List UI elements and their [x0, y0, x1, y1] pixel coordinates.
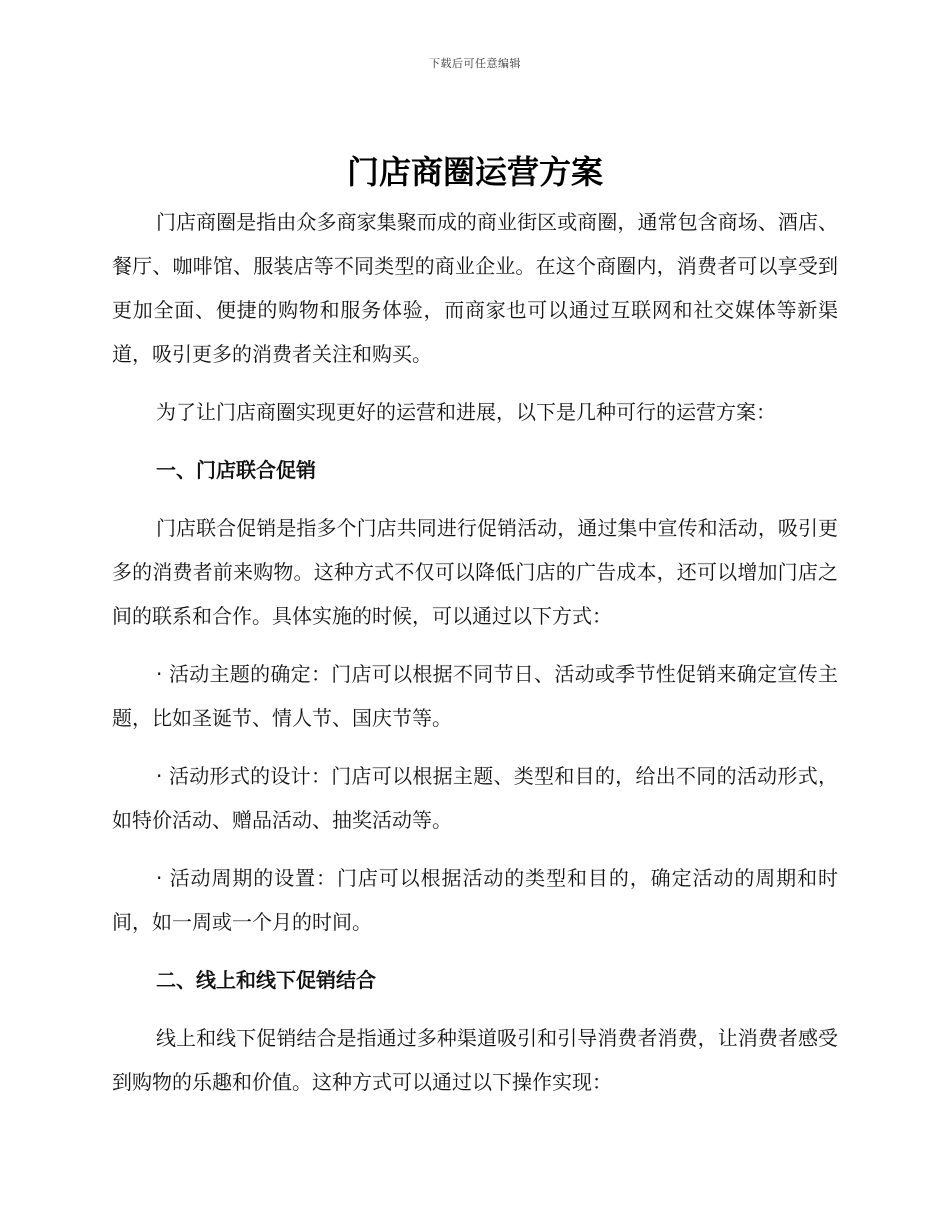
plan-intro-paragraph: 为了让门店商圈实现更好的运营和进展，以下是几种可行的运营方案： [156, 400, 776, 424]
online-offline-paragraph: 线上和线下促销结合是指通过多种渠道吸引和引导消费者消费，让消费者感受到购物的乐趣和价值。这种方式可以通过以下操作实现： [112, 1026, 838, 1094]
joint-promotion-paragraph: 门店联合促销是指多个门店共同进行促销活动，通过集中宣传和活动，吸引更多的消费者前来购物。这种方式不仅可以降低门店的广告成本，还可以增加门店之间的联系和合作。具体实施的时候，可以通过以下方式： [112, 516, 838, 628]
bullet-item-period: · 活动周期的设置：门店可以根据活动的类型和目的，确定活动的周期和时间，如一周或一个月的时间。 [112, 866, 838, 934]
document-title: 门店商圈运营方案 [346, 153, 603, 191]
document-body [112, 200, 838, 1118]
header-note: 下载后可任意编辑 [429, 57, 521, 70]
section-heading-online-offline: 二、线上和线下促销结合 [156, 968, 376, 992]
section-heading-joint-promotion: 一、门店联合促销 [156, 458, 316, 482]
intro-paragraph: 门店商圈是指由众多商家集聚而成的商业街区或商圈，通常包含商场、酒店、餐厅、咖啡馆、服装店等不同类型的商业企业。在这个商圈内，消费者可以享受到更加全面、便捷的购物和服务体验，而商家也可以通过互联网和社交媒体等新渠道，吸引更多的消费者关注和购买。 [112, 210, 838, 366]
bullet-item-format: · 活动形式的设计：门店可以根据主题、类型和目的，给出不同的活动形式，如特价活动、赠品活动、抽奖活动等。 [112, 764, 838, 832]
bullet-item-theme: · 活动主题的确定：门店可以根据不同节日、活动或季节性促销来确定宣传主题，比如圣诞节、情人节、国庆节等。 [112, 662, 838, 730]
